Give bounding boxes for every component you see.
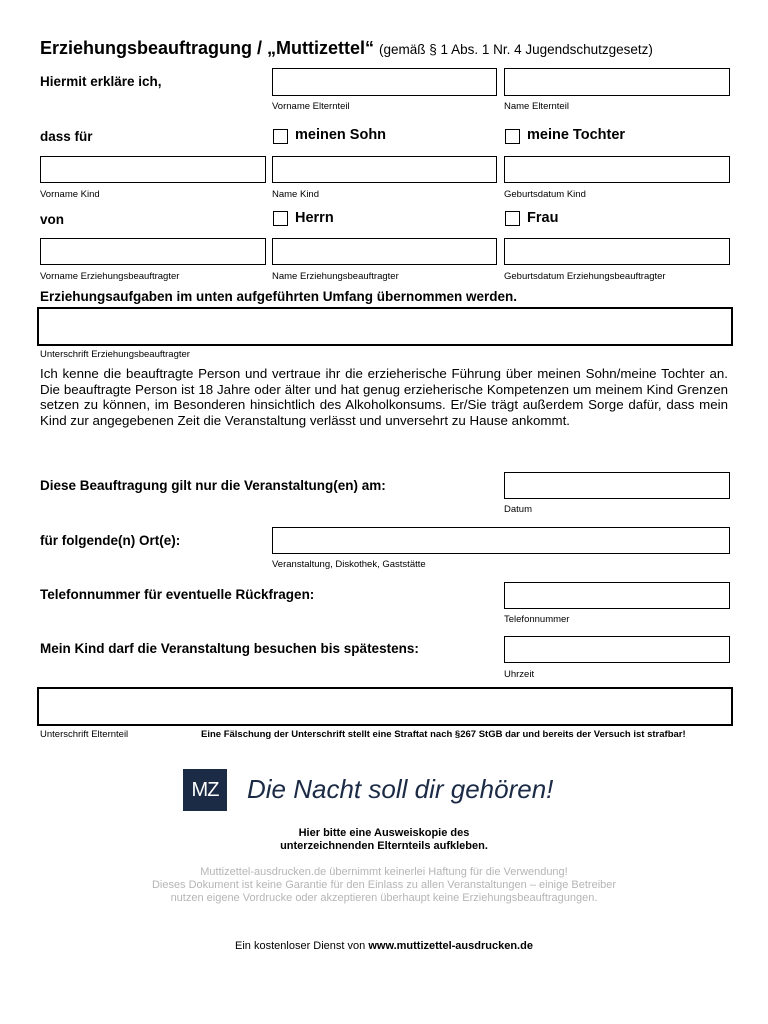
footer-prefix: Ein kostenloser Dienst von bbox=[235, 940, 366, 952]
declarant-label: Hiermit erkläre ich, bbox=[40, 74, 162, 89]
parent-last-name-field[interactable] bbox=[504, 68, 730, 96]
event-date-label: Diese Beauftragung gilt nur die Veranstaltung(en) am: bbox=[40, 478, 386, 493]
mrs-checkbox-label: Frau bbox=[527, 210, 559, 226]
event-date-caption: Datum bbox=[504, 504, 532, 515]
child-birthdate-caption: Geburtsdatum Kind bbox=[504, 189, 586, 200]
event-date-field[interactable] bbox=[504, 472, 730, 499]
document-title bbox=[40, 38, 653, 59]
latest-time-label: Mein Kind darf die Veranstaltung besuchen bis spätestens: bbox=[40, 641, 419, 656]
footer-link[interactable]: www.muttizettel-ausdrucken.de bbox=[368, 940, 533, 952]
guardian-first-name-field[interactable] bbox=[40, 238, 266, 265]
latest-time-caption: Uhrzeit bbox=[504, 669, 535, 680]
guardian-statement: Erziehungsaufgaben im unten aufgeführten Umfang übernommen werden. bbox=[40, 289, 518, 304]
guardian-last-name-caption: Name Erziehungsbeauftragter bbox=[272, 271, 399, 282]
brand-slogan: Die Nacht soll dir gehören! bbox=[247, 774, 554, 804]
guardian-signature-field[interactable] bbox=[37, 307, 733, 346]
son-checkbox[interactable] bbox=[273, 129, 288, 144]
guardian-birthdate-caption: Geburtsdatum Erziehungsbeauftragter bbox=[504, 271, 666, 282]
footer bbox=[0, 940, 768, 952]
daughter-checkbox[interactable] bbox=[505, 129, 520, 144]
event-place-label: für folgende(n) Ort(e): bbox=[40, 533, 181, 548]
parent-first-name-caption: Vorname Elternteil bbox=[272, 101, 350, 112]
mr-checkbox[interactable] bbox=[273, 211, 288, 226]
child-label: dass für bbox=[40, 129, 93, 144]
mrs-checkbox[interactable] bbox=[505, 211, 520, 226]
parent-first-name-field[interactable] bbox=[272, 68, 497, 96]
child-birthdate-field[interactable] bbox=[504, 156, 730, 183]
disclaimer-line3: nutzen eigene Vordrucke oder akzeptieren überhaupt keine Erziehungsbeauftragungen. bbox=[170, 892, 598, 904]
child-first-name-caption: Vorname Kind bbox=[40, 189, 100, 200]
son-checkbox-label: meinen Sohn bbox=[295, 127, 387, 143]
guardian-birthdate-field[interactable] bbox=[504, 238, 730, 265]
event-place-caption: Veranstaltung, Diskothek, Gaststätte bbox=[272, 559, 426, 570]
daughter-checkbox-label: meine Tochter bbox=[527, 127, 626, 143]
trust-statement-paragraph: Ich kenne die beauftragte Person und vertraue ihr die erzieherische Führung über meinen Sohn/meine Tochter an. Die beauftragte Person ist 18 Jahre oder älter und hat genug erzieherische Kompetenzen um meinem Kind Grenzen setzen zu können, im Besonderen hinsichtlich des Alkoholkonsums. Er/Sie trägt außerdem Sorge dafür, dass mein Kind zur angegebenen Zeit die Veranstaltung verlässt und unversehrt zu Hause ankommt. bbox=[40, 366, 728, 428]
guardian-last-name-field[interactable] bbox=[272, 238, 497, 265]
latest-time-field[interactable] bbox=[504, 636, 730, 663]
guardian-first-name-caption: Vorname Erziehungsbeauftragter bbox=[40, 271, 180, 282]
disclaimer bbox=[0, 866, 768, 905]
child-last-name-field[interactable] bbox=[272, 156, 497, 183]
phone-label: Telefonnummer für eventuelle Rückfragen: bbox=[40, 587, 315, 602]
mr-checkbox-label: Herrn bbox=[295, 210, 334, 226]
id-copy-note-line2: unterzeichnenden Elternteils aufkleben. bbox=[280, 840, 488, 852]
phone-field[interactable] bbox=[504, 582, 730, 609]
title-subtitle: (gemäß § 1 Abs. 1 Nr. 4 Jugendschutzgesetz) bbox=[379, 42, 653, 57]
id-copy-note-line1: Hier bitte eine Ausweiskopie des bbox=[298, 827, 470, 839]
phone-caption: Telefonnummer bbox=[504, 614, 570, 625]
title-text: Erziehungsbeauftragung / „Muttizettel“ bbox=[40, 38, 375, 58]
parent-signature-caption: Unterschrift Elternteil bbox=[40, 729, 129, 740]
child-first-name-field[interactable] bbox=[40, 156, 266, 183]
disclaimer-line1: Muttizettel-ausdrucken.de übernimmt keinerlei Haftung für die Verwendung! bbox=[200, 866, 568, 878]
parent-last-name-caption: Name Elternteil bbox=[504, 101, 569, 112]
mz-logo-text: MZ bbox=[191, 778, 219, 801]
parent-signature-field[interactable] bbox=[37, 687, 733, 726]
event-place-field[interactable] bbox=[272, 527, 730, 554]
guardian-label: von bbox=[40, 212, 65, 227]
guardian-signature-caption: Unterschrift Erziehungsbeauftragter bbox=[40, 349, 190, 360]
disclaimer-line2: Dieses Dokument ist keine Garantie für den Einlass zu allen Veranstaltungen – einige Betreiber bbox=[151, 879, 617, 891]
id-copy-note bbox=[0, 827, 768, 853]
mz-logo bbox=[183, 769, 227, 811]
forgery-warning: Eine Fälschung der Unterschrift stellt eine Straftat nach §267 StGB dar und bereits der Versuch ist strafbar! bbox=[201, 729, 686, 740]
child-last-name-caption: Name Kind bbox=[272, 189, 319, 200]
